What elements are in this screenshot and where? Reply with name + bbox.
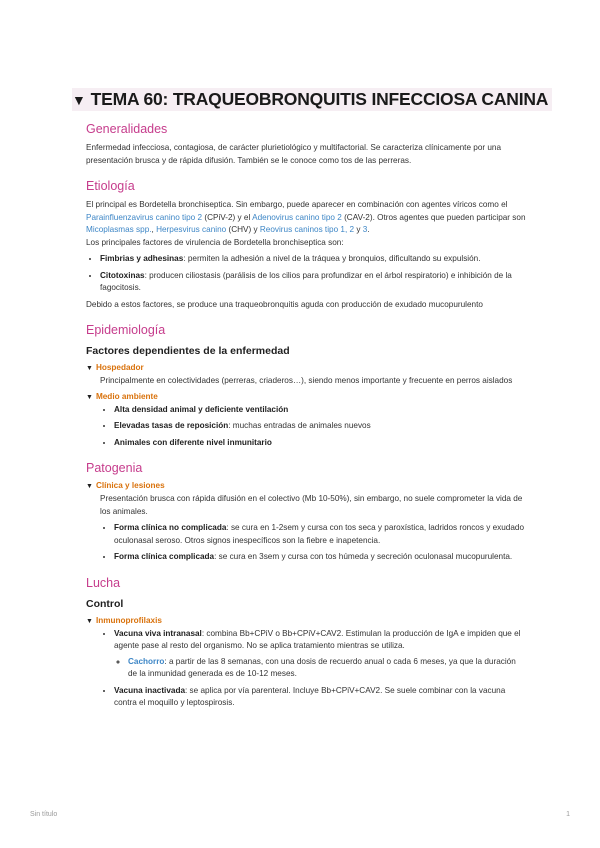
text-run: . Sin embargo, puede aparecer en combinación con agentes víricos como el — [231, 200, 508, 209]
sub-list — [114, 656, 526, 681]
toggle-triangle-icon[interactable]: ▼ — [86, 393, 93, 401]
virulence-factors-list — [86, 253, 526, 295]
toggle-triangle-icon[interactable]: ▼ — [86, 483, 93, 490]
item-bold: Elevadas tasas de reposición — [114, 421, 229, 430]
link-micoplasmas[interactable]: Micoplasmas spp. — [86, 225, 152, 234]
item-bold: Forma clínica complicada — [114, 552, 215, 561]
section-epidemiologia — [86, 323, 526, 449]
heading-etiologia: Etiología — [86, 179, 135, 193]
patogenia-text: Presentación brusca con rápida difusión en el colectivo (Mb 10-50%), sin embargo, no suele comprometer la vida de los animales. — [100, 494, 523, 516]
item-bold: Animales con diferente nivel inmunitario — [114, 437, 272, 447]
formas-clinicas-list — [100, 522, 526, 564]
list-item — [114, 420, 526, 433]
link-adenovirus[interactable]: Adenovirus canino tipo 2 — [252, 212, 342, 222]
text-run: (CAV-2). Otros agentes que pueden participar son — [341, 212, 526, 222]
text-run: y — [354, 225, 363, 234]
generalidades-text: Enfermedad infecciosa, contagiosa, de carácter plurietiológico y multifactorial. Se caracteriza clínicamente por una presentación brusca y de rápida difusión. También se le conoce como tos de las perreras. — [86, 143, 502, 165]
toggle-label: Inmunoprofilaxis — [95, 615, 162, 625]
vacunas-list — [100, 628, 526, 710]
heading-lucha: Lucha — [86, 575, 121, 590]
toggle-inmunoprofilaxis[interactable] — [86, 616, 526, 625]
list-item — [100, 253, 526, 266]
link-parainfluenzavirus[interactable]: Parainfluenzavirus canino tipo 2 — [86, 212, 203, 222]
text-run: . — [367, 225, 370, 234]
text-run: Bordetella bronchiseptica — [139, 200, 232, 209]
page-title — [72, 88, 552, 111]
item-bold: Citotoxinas — [100, 270, 145, 280]
medio-ambiente-list — [100, 404, 526, 450]
toggle-content-medio — [86, 404, 526, 450]
heading-generalidades: Generalidades — [86, 122, 168, 136]
item-bold: Fimbrias y adhesinas — [100, 254, 184, 263]
footer-document-name: Sin título — [30, 811, 58, 818]
etiologia-paragraph-3: Debido a estos factores, se produce una traqueobronquitis aguda con producción de exudado mucopurulento — [86, 299, 483, 309]
section-lucha — [86, 576, 526, 710]
etiologia-paragraph-2: Los principales factores de virulencia de Bordetella bronchiseptica son: — [86, 237, 344, 247]
hospedador-text: Principalmente en colectividades (perreras, criaderos…), siendo menos importante y frecuente en perros aislados — [100, 376, 513, 385]
document-content — [86, 118, 526, 714]
link-reovirus[interactable]: Reovirus caninos tipo 1, 2 — [259, 225, 355, 234]
list-item — [114, 404, 526, 417]
list-item — [114, 628, 526, 681]
page-title-text: TEMA 60: TRAQUEOBRONQUITIS INFECCIOSA CANINA — [90, 89, 549, 109]
item-text: : muchas entradas de animales nuevos — [228, 421, 371, 430]
text-run: (CPiV-2) y el — [202, 212, 253, 222]
etiologia-paragraph-1 — [86, 199, 526, 249]
toggle-triangle-icon[interactable]: ▼ — [86, 365, 93, 372]
item-bold: Vacuna viva intranasal — [114, 628, 202, 638]
heading-patogenia: Patogenia — [86, 461, 143, 475]
heading-epidemiologia: Epidemiología — [86, 323, 166, 337]
text-run: El principal es — [86, 200, 140, 209]
list-item — [100, 270, 526, 295]
item-text: : a partir de las 8 semanas, con una dosis de recuerdo anual o cada 6 meses, ya que la duración de la inmunidad generada es de 10-12 meses. — [128, 656, 516, 678]
item-bold: Alta densidad animal y deficiente ventilación — [114, 404, 289, 414]
toggle-content-hospedador — [86, 375, 526, 388]
item-bold-cachorro: Cachorro — [128, 656, 165, 666]
list-item — [114, 551, 526, 564]
toggle-label: Medio ambiente — [95, 391, 158, 401]
subheading-factores: Factores dependientes de la enfermedad — [86, 345, 290, 357]
section-patogenia — [86, 461, 526, 564]
toggle-label: Clínica y lesiones — [95, 481, 165, 490]
toggle-label: Hospedador — [95, 363, 144, 372]
item-bold: Forma clínica no complicada — [114, 523, 227, 532]
text-run: , — [151, 225, 157, 234]
item-bold: Vacuna inactivada — [114, 685, 185, 695]
toggle-triangle-icon[interactable]: ▼ — [86, 617, 93, 625]
section-generalidades — [86, 122, 526, 167]
item-text: : permiten la adhesión a nivel de la tráquea y bronquios, dificultando su expulsión. — [183, 254, 481, 263]
toggle-hospedador[interactable] — [86, 363, 526, 372]
text-run: (CHV) y — [226, 225, 260, 234]
item-text: : se cura en 1-2sem y cursa con tos seca y paroxística, ladridos roncos y exudado oculonasal seroso. Otros signos inespecíficos son la fiebre e inapetencia. — [114, 523, 525, 545]
toggle-content-clinica — [86, 493, 526, 564]
item-text: : producen ciliostasis (parálisis de los cilios para profundizar en el árbol respiratorio) e inhibición de la fagocitosis. — [100, 270, 512, 292]
toggle-medio-ambiente[interactable] — [86, 392, 526, 401]
item-text: : se aplica por vía parenteral. Incluye Bb+CPiV+CAV2. Se suele combinar con la vacuna contra el moquillo y leptospirosis. — [114, 685, 506, 707]
subheading-control: Control — [86, 597, 124, 610]
link-reovirus-3[interactable]: 3 — [362, 225, 368, 234]
section-etiologia — [86, 179, 526, 311]
collapse-triangle-icon[interactable]: ▼ — [72, 92, 86, 108]
list-item — [114, 685, 526, 710]
list-item — [114, 437, 526, 450]
item-text: : se cura en 3sem y cursa con tos húmeda y secreción oculonasal mucopurulenta. — [214, 552, 513, 561]
toggle-clinica-lesiones[interactable] — [86, 481, 526, 490]
footer-page-number: 1 — [566, 811, 570, 818]
list-item — [114, 522, 526, 547]
link-herpesvirus[interactable]: Herpesvirus canino — [156, 225, 227, 234]
item-text: : combina Bb+CPiV o Bb+CPiV+CAV2. Estimulan la producción de IgA e impiden que el agente pase al resto del organismo. No se aplica tratamiento mientras se utiliza. — [114, 628, 521, 650]
list-item — [128, 656, 526, 681]
toggle-content-inmunoprofilaxis — [86, 628, 526, 710]
